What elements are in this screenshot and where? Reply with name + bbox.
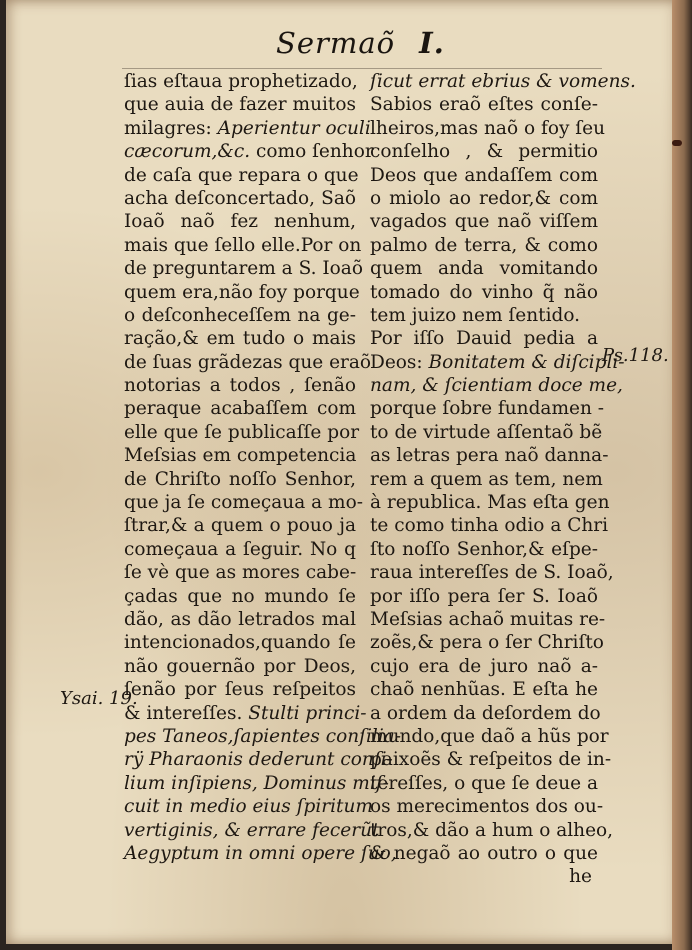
text-line: Deos: Bonitatem & diſcipli-	[370, 351, 625, 373]
text-line: que ja ſe começaua a mo-	[124, 492, 363, 514]
text-line: quem era,não foy porque	[124, 281, 360, 303]
left-text-column	[124, 70, 402, 865]
text-line: não gouernão por Deos,	[124, 655, 356, 677]
text-line: & intereſſes. Stulti princi-	[124, 702, 367, 724]
text-line: Meſsias achaõ muitas re-	[370, 608, 606, 630]
text-line: mundo,que daõ a hũs por	[370, 725, 609, 747]
text-line: lium inſipiens, Dominus miſ-	[124, 772, 389, 794]
text-line: ſenão por ſeus reſpeitos	[124, 679, 356, 701]
text-line: te como tinha odio a Chri	[370, 515, 609, 537]
text-line: çadas que no mundo ſe	[124, 585, 356, 607]
text-line: os merecimentos dos ou-	[370, 796, 604, 818]
text-line: raua intereſſes de S. Ioaõ,	[370, 562, 614, 584]
text-line: Deos que andaſſem com	[370, 164, 598, 186]
text-line: notorias a todos , ſenão	[124, 375, 356, 397]
margin-note-psalm: Ps.118.	[602, 345, 669, 366]
running-header	[276, 26, 445, 60]
text-line: lheiros,mas naõ o foy ſeu	[370, 117, 606, 139]
text-line: peraque acabaſſem com	[124, 398, 356, 420]
text-line: as letras pera naõ danna-	[370, 445, 609, 467]
text-line: paixoẽs & reſpeitos de in-	[370, 749, 612, 771]
text-line: de Chriſto noſſo Senhor,	[124, 468, 356, 490]
text-line: quem anda vomitando	[370, 258, 598, 280]
text-line: chaõ nenhũas. E eſta he	[370, 679, 598, 701]
text-line: tros,& dão a hum o alheo,	[370, 819, 614, 841]
text-line: à republica. Mas eſta gen	[370, 492, 610, 514]
text-line: cuit in medio eius ſpiritum	[124, 796, 373, 818]
text-line: rem a quem as tem, nem	[370, 468, 603, 490]
text-line: pes Taneos,ſapientes conſilia-	[124, 725, 402, 747]
text-line: Meſsias em competencia	[124, 445, 357, 467]
text-line: acha deſconcertado, Saõ	[124, 187, 356, 209]
text-line: milagres: Aperientur oculi	[124, 117, 371, 139]
text-line: o deſconheceſſem na ge-	[124, 304, 356, 326]
text-line: nam, & ſcientiam doce me,	[370, 375, 623, 397]
text-line: to de virtude aſſentaõ bẽ	[370, 421, 603, 443]
header-number: I.	[419, 26, 445, 60]
text-line: Sabios eraõ eſtes conſe-	[370, 94, 598, 116]
text-line: ſe vè que as mores cabe-	[124, 562, 357, 584]
text-line: Aegyptum in omni opere ſuo,	[124, 842, 397, 864]
text-line: intencionados,quando ſe	[124, 632, 356, 654]
text-line: elle que ſe publicaſſe por	[124, 421, 360, 443]
text-line: tomado do vinho q̃ não	[370, 281, 598, 303]
text-line: he	[569, 866, 592, 888]
text-line: tem juizo nem ſentido.	[370, 304, 581, 326]
text-line: mais que ſello elle.Por on	[124, 234, 362, 256]
text-line: conſelho , & permitio	[370, 141, 598, 163]
text-line: o miolo ao redor,& com	[370, 187, 598, 209]
header-title: Sermaõ	[276, 26, 396, 60]
text-line: vertiginis, & errare fecerũt	[124, 819, 380, 841]
header-rule	[122, 68, 602, 69]
text-line: Por iſſo Dauid pedia a	[370, 328, 598, 350]
text-line: & negaõ ao outro o que	[370, 842, 598, 864]
text-line: vagados que naõ viſſem	[370, 211, 598, 233]
text-line: tereſſes, o que ſe deue a	[370, 772, 598, 794]
text-line: zoẽs,& pera o ſer Chriſto	[370, 632, 604, 654]
text-line: de ſuas grãdezas que eraõ	[124, 351, 372, 373]
text-line: de preguntarem a S. Ioaõ	[124, 258, 363, 280]
margin-note-isaiah: Ysai. 19.	[60, 688, 138, 709]
text-line: ſicut errat ebrius & vomens.	[370, 71, 636, 92]
text-line: cæcorum,&c. como ſenhor	[124, 141, 374, 163]
ink-stain	[672, 140, 682, 146]
text-line: dão, as dão letrados mal	[124, 608, 356, 630]
text-line: ſtrar,& a quem o pouo ja	[124, 515, 356, 537]
text-line: a ordem da deſordem do	[370, 702, 601, 724]
text-line: de caſa que repara o que	[124, 164, 359, 186]
text-line: Ioaõ naõ fez nenhum,	[124, 211, 356, 233]
text-line: rÿ Pharaonis dederunt conſi-	[124, 749, 393, 771]
text-line: que auia de fazer muitos	[124, 94, 356, 116]
text-line: cujo era de juro naõ a-	[370, 655, 598, 677]
text-line: por iſſo pera ſer S. Ioaõ	[370, 585, 598, 607]
text-line: ração,& em tudo o mais	[124, 328, 356, 350]
text-line: porque ſobre fundamen -	[370, 398, 604, 420]
text-line: começaua a ſeguir. No q	[124, 538, 356, 560]
text-line: ſias eſtaua prophetizado,	[124, 71, 358, 92]
book-page	[6, 0, 684, 944]
text-line: ſto noſſo Senhor,& eſpe-	[370, 538, 598, 560]
text-line: palmo de terra, & como	[370, 234, 598, 256]
